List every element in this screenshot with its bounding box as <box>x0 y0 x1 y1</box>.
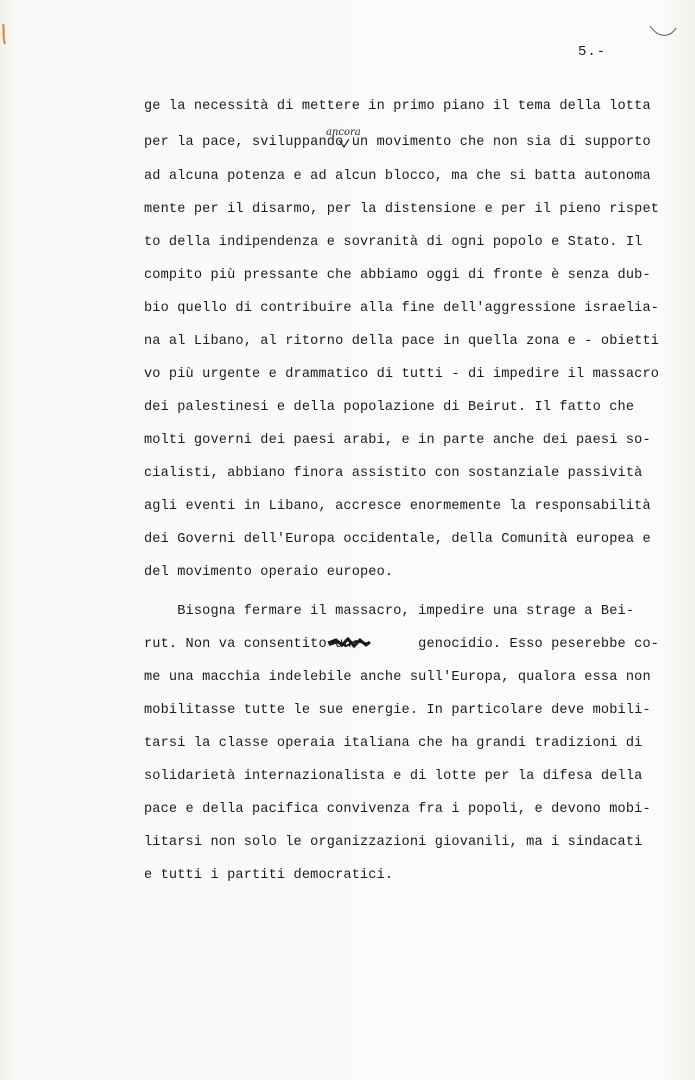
text-line: rut. Non va consentito un genocidio. Esso peserebbe co- <box>144 637 660 652</box>
text-line: dei Governi dell'Europa occidentale, della Comunità europea e <box>144 532 651 547</box>
text-line: del movimento operaio europeo. <box>144 565 394 580</box>
text-line: per la pace, sviluppando un movimento che non sia di supporto <box>144 135 651 150</box>
text-line: dei palestinesi e della popolazione di Beirut. Il fatto che <box>144 400 635 415</box>
text-line: mente per il disarmo, per la distensione e per il pieno rispet <box>144 202 660 217</box>
handwritten-annotation: ancora <box>326 127 361 138</box>
text-line: Bisogna fermare il massacro, impedire una strage a Bei- <box>144 604 635 619</box>
text-line: ge la necessità di mettere in primo piano il tema della lotta <box>144 99 651 114</box>
text-line: ad alcuna potenza e ad alcun blocco, ma che si batta autonoma <box>144 169 651 184</box>
text-line: molti governi dei paesi arabi, e in parte anche dei paesi so- <box>144 433 651 448</box>
text-line: pace e della pacifica convivenza fra i popoli, e devono mobi- <box>144 802 651 817</box>
text-line: cialisti, abbiano finora assistito con sostanziale passività <box>144 466 643 481</box>
text-line: agli eventi in Libano, accresce enormemente la responsabilità <box>144 499 651 514</box>
text-line: mobilitasse tutte le sue energie. In particolare deve mobili- <box>144 703 651 718</box>
text-line: e tutti i partiti democratici. <box>144 868 394 883</box>
text-line: bio quello di contribuire alla fine dell'aggressione israelia- <box>144 301 660 316</box>
text-line: to della indipendenza e sovranità di ogni popolo e Stato. Il <box>144 235 643 250</box>
ink-mark <box>0 22 10 46</box>
text-line: litarsi non solo le organizzazioni giovanili, ma i sindacati <box>144 835 643 850</box>
struck-out-word <box>326 636 372 650</box>
text-line: na al Libano, al ritorno della pace in quella zona e - obietti <box>144 334 660 349</box>
text-line: me una macchia indelebile anche sull'Europa, qualora essa non <box>144 670 651 685</box>
text-line: compito più pressante che abbiamo oggi di fronte è senza dub- <box>144 268 651 283</box>
page-number: 5.- <box>578 44 607 60</box>
text-line: vo più urgente e drammatico di tutti - di impedire il massacro <box>144 367 660 382</box>
text-line: tarsi la classe operaia italiana che ha grandi tradizioni di <box>144 736 643 751</box>
corner-mark <box>648 22 678 42</box>
text-line: solidarietà internazionalista e di lotte per la difesa della <box>144 769 643 784</box>
